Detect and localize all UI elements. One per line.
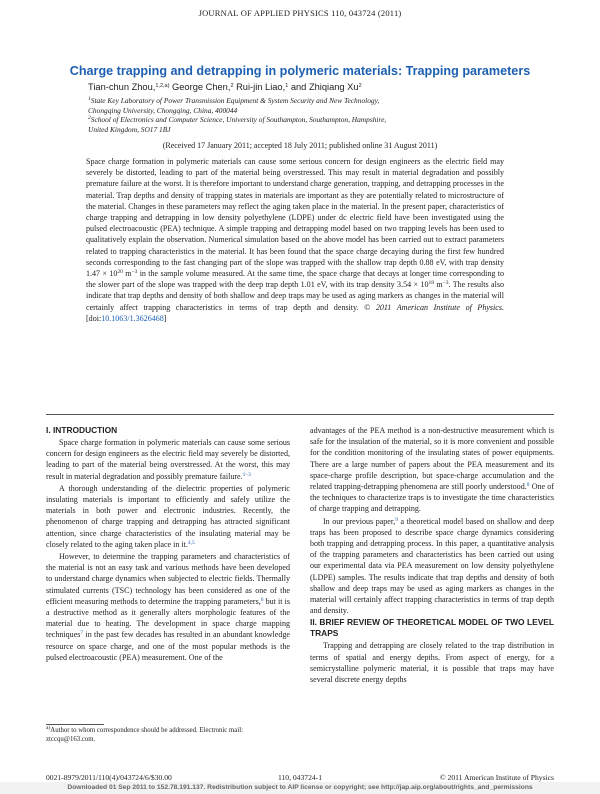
paragraph: advantages of the PEA method is a non-destructive measurement which is safe for the insulation of the material, so it is more convenient and possible for the condition monitoring of the insulating states of power equipments. There are a large number of papers about the PEA measurement and its space-charge profile description, but space-charge accumulation and the related trapping-detrapping phenomena are still poorly understood.$^8$ One of the techniques to characterize traps is to investigate the time characteristics of charge trapping and detrapping. [310, 426, 554, 514]
paragraph: However, to determine the trapping parameters and characteristics of the material is not an easy task and various methods have been developed to understand charge dynamics when subjected to electric fields. Thermally stimulated currents (TSC) technology has been considered as one of the efficient measuring methods to determine the trapping parameters,$^6$ but it is a destructive method as it generally alters morphologic features of the material due to heating. The development in space charge mapping techniques$^7$ in the past few decades has resulted in an abundant knowledge resource on space charge, and one of the most popular methods is the pulsed electroacoustic (PEA) measurement. One of the [46, 552, 290, 662]
section-heading: II. BRIEF REVIEW OF THEORETICAL MODEL OF TWO LEVEL TRAPS [310, 617, 554, 639]
citation-link[interactable]: 4,5 [187, 539, 195, 546]
author-affiliation-mark: 1,2,a) [155, 83, 170, 89]
author-name: and Zhiqiang Xu [290, 82, 359, 92]
footer-copyright: © 2011 American Institute of Physics [439, 773, 554, 782]
author-list [88, 82, 362, 92]
author-name: Tian-chun Zhou, [88, 82, 156, 92]
abstract: Space charge formation in polymeric materials can cause some serious concern for design engineers as the electric field may severely be distorted, leading to part of the material being overstressed. This may result in material degradation and possibly premature failure at the worst. It is therefore important to understand charge generation, trapping, and detrapping processes in the material. Trap depths and density of trapping states in materials are important as they are potentially related to microstructure of the material. Changes in these parameters may reflect the aging taken place in the material. In the present paper, characteristics of charge trapping and detrapping in low density polyethylene (LDPE) under dc electric field have been investigated using the pulsed electroacoustic (PEA) technique. A simple trapping and detrapping model based on two trapping levels has been used to qualitatively explain the observation. Numerical simulation based on the above model has been carried out to extract parameters related to trapping characteristics in the material. It has been found that the space charge decaying during the first few hundred seconds corresponding to the fast changing part of the slope was trapped with the shallow trap depth 0.88 eV, with trap density $1.47 \times 10^{20}$ $m^{-3}$ in the sample volume measured. At the same time, the space charge that decays at longer time corresponding to the slower part of the slope was trapped with the deep trap depth 1.01 eV, with its trap density $3.54 \times 10^{18}$ $m^{-3}$. The results also indicate that trap depths and density of both shallow and deep traps may be used as aging markers as changes in the material will certainly affect trapping characteristics in terms of trap depth and density. © 2011 American Institute of Physics. [doi:10.1063/1.3626468] [86, 157, 505, 323]
paragraph: Trapping and detrapping are closely related to the trap distribution in terms of spatial and energy depths. From aspect of energy, for a semicrystalline polymeric material, it is possible that traps may have several discrete energy depths [310, 641, 554, 685]
paper-title: Charge trapping and detrapping in polymeric materials: Trapping parameters [69, 64, 531, 78]
abstract-divider [46, 414, 554, 415]
citation-link[interactable]: 9 [395, 516, 398, 523]
author-affiliation-mark: 2 [230, 83, 234, 89]
citation-link[interactable]: 8 [526, 482, 530, 489]
right-column [310, 425, 554, 686]
author-name: George Chen, [172, 82, 231, 92]
received-dates: (Received 17 January 2011; accepted 18 July 2011; published online 31 August 2011) [162, 141, 438, 150]
footnote: $^{a)}$Author to whom correspondence should be addressed. Electronic mail: ztccqu@163.com. [46, 725, 243, 743]
journal-header: JOURNAL OF APPLIED PHYSICS 110, 043724 (2011) [198, 8, 402, 18]
citation-link[interactable]: 7 [80, 630, 84, 637]
affiliation-2: $^2$School of Electronics and Computer Science, University of Southampton, Southampton, Hampshire, United Kingdom, SO17 1BJ [88, 115, 387, 134]
footer-code: 0021-8979/2011/110(4)/043724/6/$30.00 [46, 773, 172, 782]
doi-link[interactable]: 10.1063/1.3626468 [101, 313, 164, 323]
author-name: Rui-jin Liao, [236, 82, 286, 92]
section-heading: I. INTRODUCTION [46, 425, 118, 435]
download-notice: Downloaded 01 Sep 2011 to 152.78.191.137. Redistribution subject to AIP license or copyright; see http://jap.aip.org/about/rights_and_permissions [0, 782, 600, 794]
citation-link[interactable]: 1–3 [242, 471, 251, 478]
affiliation-1: $^1$State Key Laboratory of Power Transmission Equipment & System Security and New Technology, Chongqing University, Chongqing, China, 400044 [88, 96, 380, 115]
left-column [46, 425, 290, 664]
author-affiliation-mark: 1 [285, 83, 289, 89]
paragraph: Space charge formation in polymeric materials can cause some serious concern for design engineers as the electric field may severely be distorted, leading to part of the material being overstressed. At the worst, this may result in material degradation and possibly premature failure.$^{1-3}$ [46, 438, 290, 481]
page-number: 110, 043724-1 [277, 773, 322, 782]
paragraph: In our previous paper,$^9$ a theoretical model based on shallow and deep traps has been proposed to describe space charge dynamics considering both trapping and detrapping process. In this paper, a quantitative analysis of the trapping parameters and characteristics has been carried out using our experimental data via PEA measurement on low density polyethylene (LDPE) samples. The results indicate that trap depths and density of both shallow and deep traps may be used as aging markers as changes in the material will certainly affect trapping characteristics in terms of trap depth and density. [310, 516, 554, 616]
footnote-divider [46, 724, 104, 725]
author-affiliation-mark: 2 [358, 83, 362, 89]
paragraph: A thorough understanding of the dielectric properties of polymeric insulating materials is important to efficiently and safely utilize the materials in both power and electronic industries. Recently, the phenomenon of charge trapping and detrapping has attracted significant attention, since charge characteristics of the insulating material may be closely related to the aging taken place in it.$^{4,5}$ [46, 483, 290, 549]
citation-link[interactable]: 6 [260, 596, 264, 603]
